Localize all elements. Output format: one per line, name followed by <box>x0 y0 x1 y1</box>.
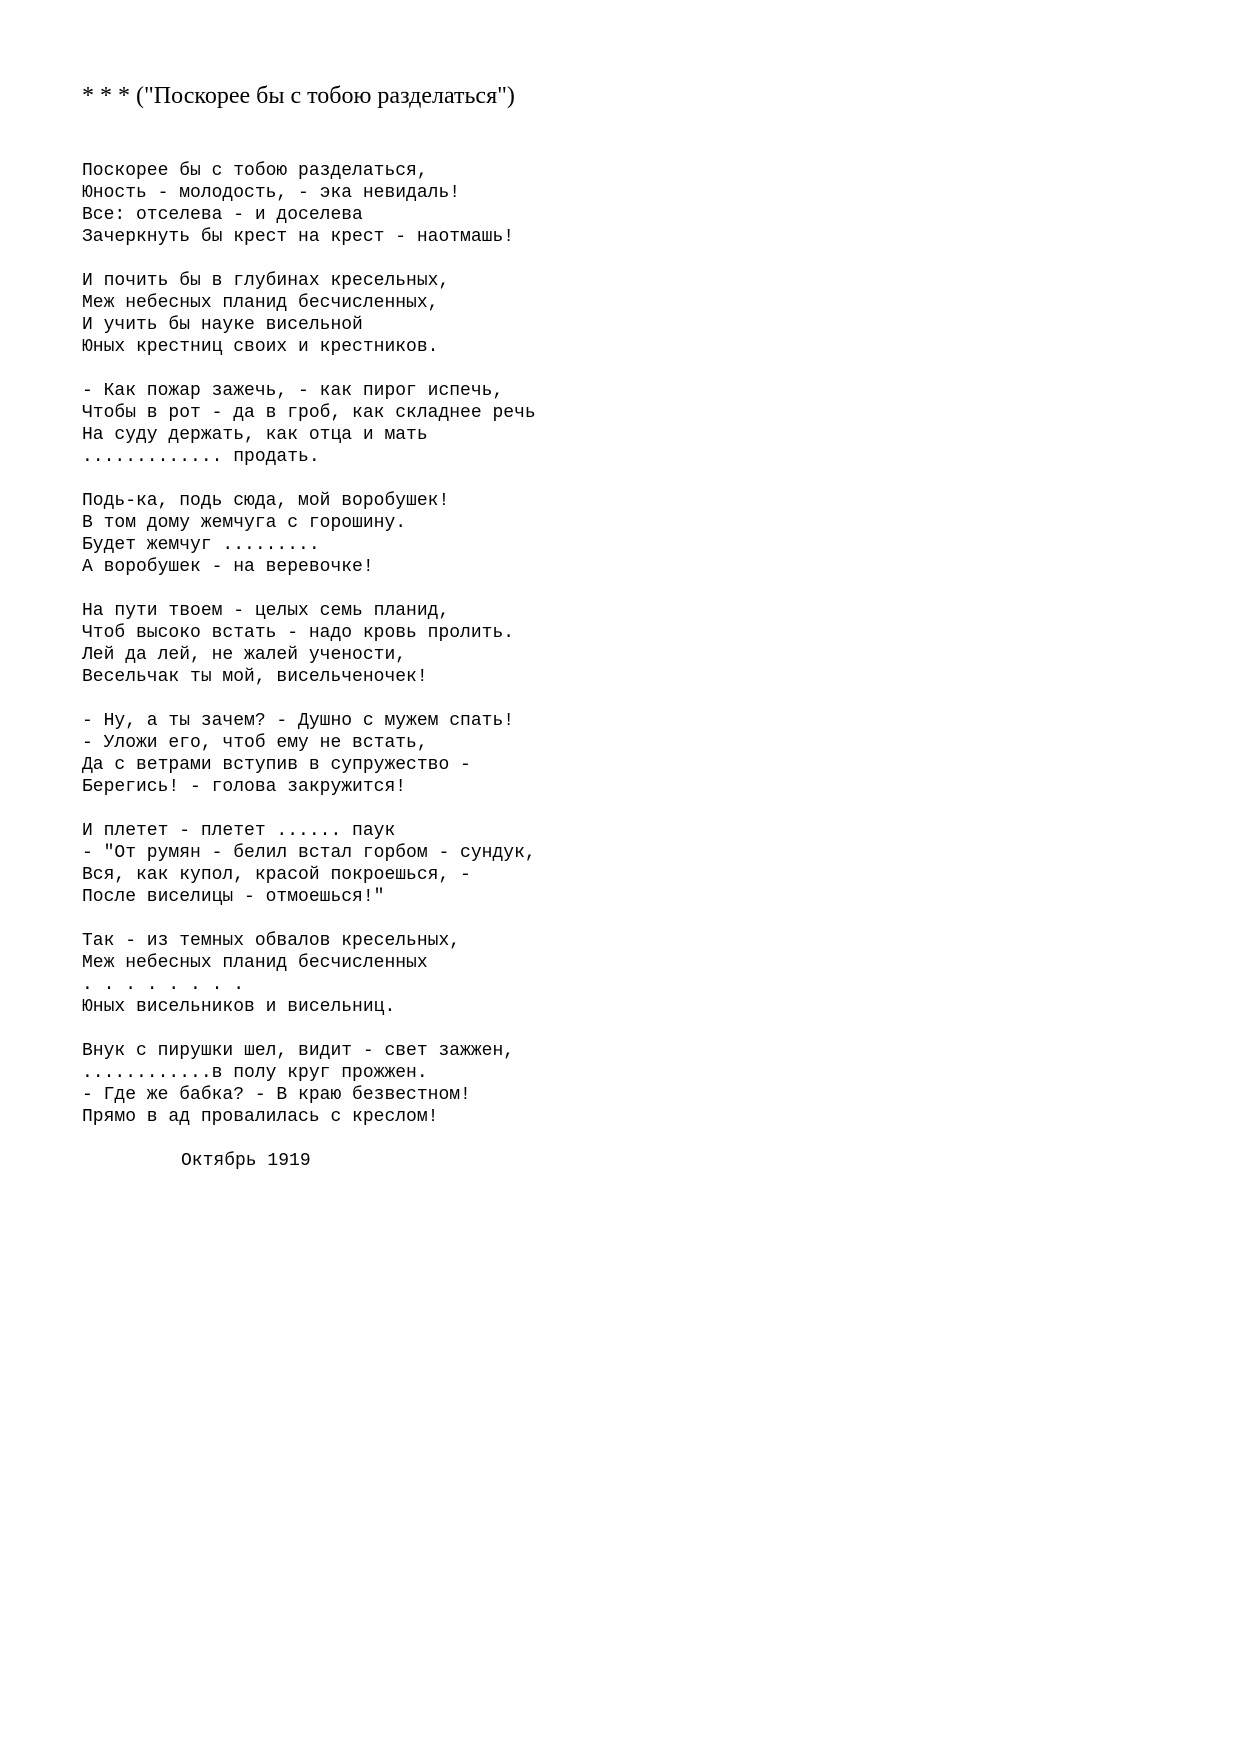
poem-line: Юность - молодость, - эка невидаль! <box>82 183 461 203</box>
poem-line: И почить бы в глубинах кресельных, <box>82 271 450 291</box>
stanza <box>82 490 536 578</box>
poem-line: - "От румян - белил встал горбом - сундук, <box>82 843 536 863</box>
poem-line: Внук с пирушки шел, видит - свет зажжен, <box>82 1041 515 1061</box>
stanza <box>82 930 536 1018</box>
poem-line: Да с ветрами вступив в супружество - <box>82 755 471 775</box>
poem-line: Меж небесных планид бесчисленных <box>82 953 428 973</box>
poem-line: Юных крестниц своих и крестников. <box>82 337 439 357</box>
stanza <box>82 160 536 248</box>
poem-line: Прямо в ад провалилась с креслом! <box>82 1107 439 1127</box>
poem-line: И плетет - плетет ...... паук <box>82 821 396 841</box>
poem-line: В том дому жемчуга с горошину. <box>82 513 407 533</box>
poem-line: На суду держать, как отца и мать <box>82 425 428 445</box>
stanza <box>82 1040 536 1128</box>
poem-line: После виселицы - отмоешься!" <box>82 887 385 907</box>
poem-line: На пути твоем - целых семь планид, <box>82 601 450 621</box>
poem-line: - Где же бабка? - В краю безвестном! <box>82 1085 471 1105</box>
poem-line: Весельчак ты мой, висельченочек! <box>82 667 428 687</box>
stanza <box>82 600 536 688</box>
poem-line: - Ну, а ты зачем? - Душно с мужем спать! <box>82 711 515 731</box>
poem-body <box>82 160 536 1172</box>
poem-line: ............. продать. <box>82 447 320 467</box>
stanza <box>82 380 536 468</box>
stanza <box>82 820 536 908</box>
poem-line: Так - из темных обвалов кресельных, <box>82 931 461 951</box>
poem-line: А воробушек - на веревочке! <box>82 557 374 577</box>
poem-line: - Как пожар зажечь, - как пирог испечь, <box>82 381 504 401</box>
stanza <box>82 270 536 358</box>
poem-line: И учить бы науке висельной <box>82 315 363 335</box>
poem-line: . . . . . . . . <box>82 975 245 995</box>
poem-line: Подь-ка, подь сюда, мой воробушек! <box>82 491 450 511</box>
poem-line: Вся, как купол, красой покроешься, - <box>82 865 471 885</box>
poem-line: Будет жемчуг ......... <box>82 535 320 555</box>
poem-title: * * * ("Поскорее бы с тобою разделаться") <box>82 83 515 109</box>
poem-line: Чтоб высоко встать - надо кровь пролить. <box>82 623 515 643</box>
poem-line: Чтобы в рот - да в гроб, как складнее речь <box>82 403 536 423</box>
poem-date: Октябрь 1919 <box>181 1151 311 1171</box>
poem-line: ............в полу круг прожжен. <box>82 1063 428 1083</box>
poem-line: Берегись! - голова закружится! <box>82 777 407 797</box>
poem-line: Поскорее бы с тобою разделаться, <box>82 161 428 181</box>
stanza <box>82 710 536 798</box>
poem-line: Все: отселева - и доселева <box>82 205 363 225</box>
poem-line: Лей да лей, не жалей учености, <box>82 645 407 665</box>
poem-line: Юных висельников и висельниц. <box>82 997 396 1017</box>
poem-line: - Уложи его, чтоб ему не встать, <box>82 733 428 753</box>
poem-line: Зачеркнуть бы крест на крест - наотмашь! <box>82 227 515 247</box>
poem-line: Меж небесных планид бесчисленных, <box>82 293 439 313</box>
